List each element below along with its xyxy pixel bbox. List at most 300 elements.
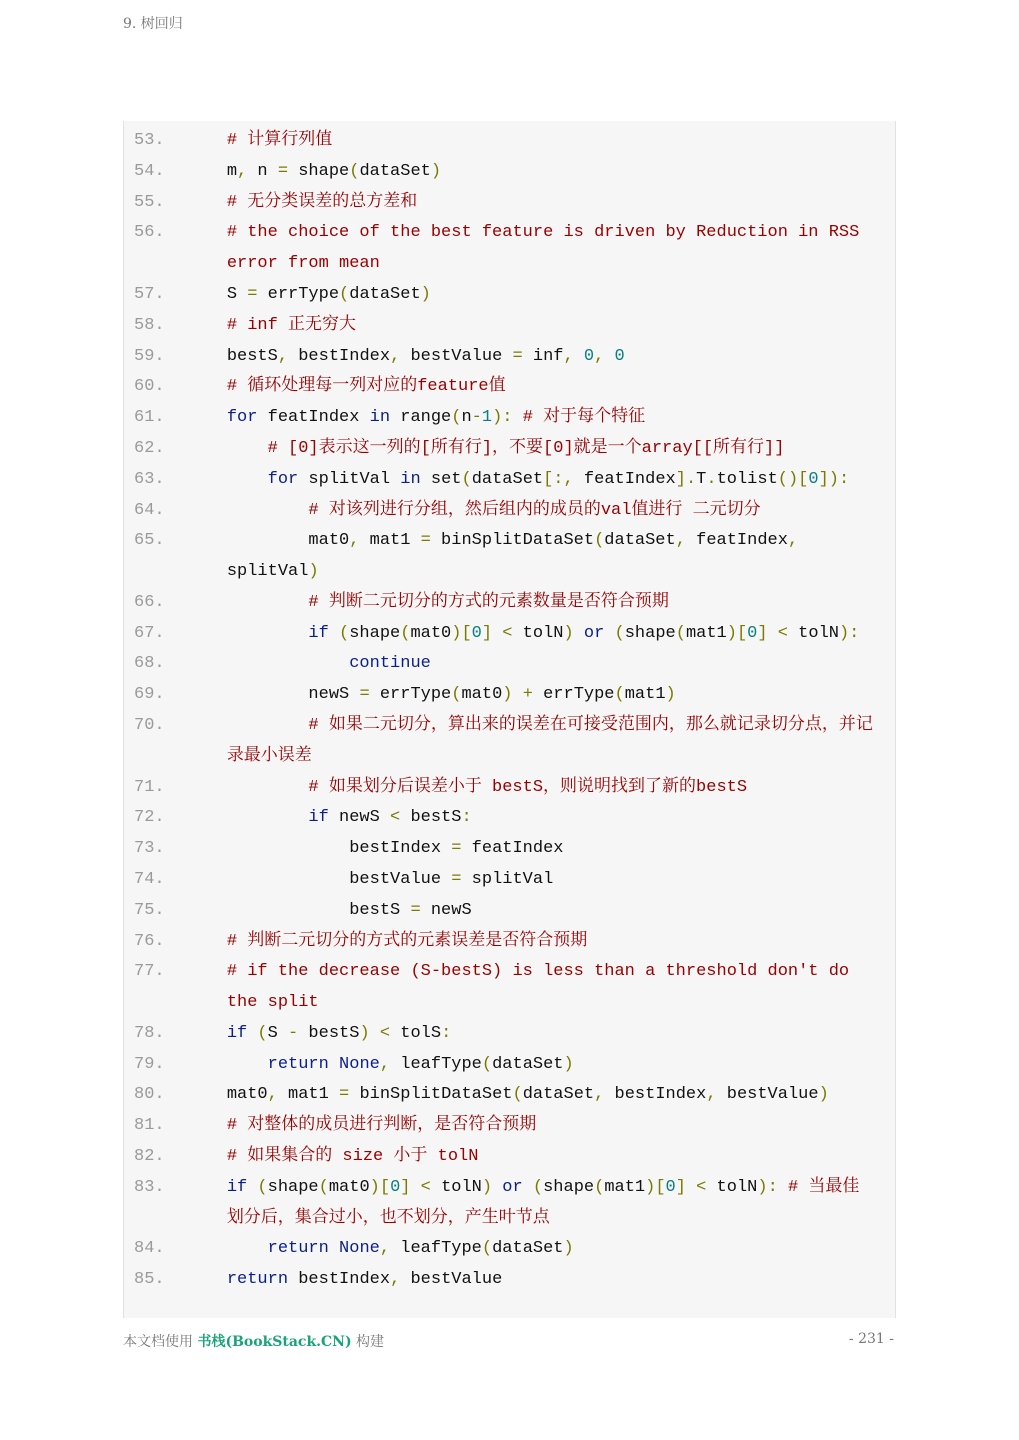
line-number: 81. [134,1116,165,1136]
code-text [186,1264,888,1295]
code-token: newS [186,685,360,705]
code-token: ) [420,284,431,304]
line-number: 55. [134,192,165,212]
code-token [247,1024,257,1043]
code-text [186,433,888,464]
code-token: shape [543,1177,595,1197]
code-text [186,156,888,187]
code-token: ) [359,1023,370,1043]
code-token: # 如果集合的 size 小于 tolN [186,1147,479,1166]
code-text [186,956,888,1018]
code-token: tolN [787,623,839,643]
code-token: dataSet [471,469,544,489]
line-number: 79. [134,1054,165,1074]
code-token: mat0 [186,1085,268,1105]
code-token: , [379,1054,391,1074]
code-token: : [461,808,472,828]
code-line [124,402,895,433]
code-token [512,408,522,427]
code-line [124,895,895,926]
code-line [124,1233,895,1264]
code-token: 0 [665,1177,676,1197]
code-text [186,1141,888,1172]
code-token: for [226,408,258,428]
code-token: 0 [390,1177,401,1197]
code-token: mat1 [624,685,666,705]
chapter-header: 9. 树回归 [123,16,183,32]
code-token: # 如果划分后误差小于 bestS，则说明找到了新的bestS [186,777,748,797]
code-text [186,679,888,710]
code-text [186,1079,888,1110]
code-token: dataSet [349,284,421,304]
code-token: inf [522,346,564,366]
code-token [329,1239,339,1258]
code-text [186,371,888,402]
code-token: , [267,1085,278,1105]
line-number: 61. [134,408,165,428]
code-token: )[ [451,623,472,643]
code-token: < [696,1177,707,1197]
code-token: ): [492,408,513,428]
code-text [186,802,888,833]
line-number: 74. [134,869,165,889]
code-token: , [787,531,799,551]
code-line [124,618,895,649]
line-number: 54. [134,161,165,181]
code-line [124,125,895,156]
code-token: < [420,1177,431,1197]
code-line [124,1079,895,1110]
code-token [574,624,584,643]
code-text [186,217,888,279]
code-token: if [226,1023,248,1043]
code-token: 0 [583,346,595,366]
code-text [186,1233,888,1264]
code-token [247,1178,257,1197]
code-token: ) [481,1177,493,1197]
code-token: mat0 [461,685,503,705]
code-token: bestS [186,346,278,366]
code-token: bestValue [400,1270,503,1290]
code-token [778,1178,788,1197]
code-token: ( [349,161,360,181]
code-token: # 如果二元切分，算出来的误差在可接受范围内，那么就记录切分点，并记 录最小误差 [226,716,873,766]
code-token: newS [420,900,472,920]
code-line [124,587,895,618]
code-token: return [267,1054,329,1074]
code-line [124,648,895,679]
code-token: tolN [706,1177,758,1197]
footer-suffix: 构建 [351,1334,385,1350]
code-token [768,624,778,643]
code-token: ()[ [777,469,809,489]
code-token: featIndex [573,469,676,489]
code-line [124,310,895,341]
code-token: 0 [747,623,758,643]
code-text [186,1049,888,1080]
code-block [123,121,896,1318]
code-text [186,1018,888,1049]
code-token: = [359,685,370,705]
code-token: n [461,408,472,428]
code-text [186,587,888,618]
code-line [124,279,895,310]
code-token: bestValue [400,346,513,366]
code-token: featIndex [685,531,788,551]
code-token: continue [349,654,431,674]
code-token [186,654,349,673]
code-text [186,926,888,957]
code-line [124,156,895,187]
code-token: ( [257,1023,268,1043]
code-text [186,402,888,433]
code-token: T [696,469,707,489]
line-number: 70. [134,716,165,735]
code-token: newS [328,808,391,828]
code-token: 0 [808,469,819,489]
code-text [186,341,888,372]
line-number: 56. [134,223,165,243]
code-token [370,1024,380,1043]
code-line [124,371,895,402]
code-token: # 计算行列值 [186,131,333,150]
code-text [186,187,888,218]
code-line [124,217,895,279]
line-number: 60. [134,377,165,397]
code-text [186,1110,888,1141]
code-line [124,833,895,864]
code-token: if [226,1177,248,1197]
code-token: ) [818,1085,829,1105]
code-token: ) [563,623,574,643]
line-number: 72. [134,808,165,828]
code-token: in [400,469,421,489]
code-token: shape [349,623,401,643]
code-token: for [267,469,299,489]
line-number: 76. [134,931,165,951]
code-token: ( [532,1177,544,1197]
line-number: 58. [134,315,165,335]
code-token: mat1 [685,623,727,643]
code-token: ( [675,623,686,643]
code-token: ( [481,1239,493,1259]
code-token: ): [838,623,860,643]
line-number: 75. [134,900,165,920]
code-token: < [379,1023,391,1043]
code-token: S [186,284,248,304]
code-token: errType [532,685,615,705]
code-token: # 循环处理每一列对应的feature值 [186,377,506,397]
line-number: 68. [134,654,165,674]
code-token: ] [675,1177,686,1197]
code-token [186,408,227,427]
code-token: # 无分类误差的总方差和 [186,192,418,212]
code-text [186,310,888,341]
code-token: ( [614,685,625,705]
code-token: [:, [543,469,574,489]
code-token: , [277,346,289,366]
code-token [492,1178,502,1197]
code-token: = [420,531,431,551]
code-line [124,1141,895,1172]
code-token: dataSet [522,1085,595,1105]
code-token: return [267,1239,329,1259]
code-token: , [390,346,401,366]
line-number: 83. [134,1177,165,1197]
code-line [124,772,895,803]
code-text [186,495,888,526]
code-line [124,864,895,895]
code-token: # 对于每个特征 [522,408,646,428]
code-line [124,1110,895,1141]
code-token: ( [461,469,472,489]
code-token: bestS [400,808,462,828]
code-token: # 对整体的成员进行判断，是否符合预期 [186,1116,537,1136]
code-token: # if the decrease (S-bestS) is less than a threshold don't do the split [226,962,850,1013]
code-token: ) [563,1054,574,1074]
code-token: mat0 [410,623,452,643]
code-token: ( [512,1085,523,1105]
code-token: = [451,869,462,889]
code-token: range [390,408,452,428]
code-token: ]. [675,469,697,489]
code-token [186,1239,268,1258]
code-line [124,956,895,1018]
code-line [124,495,895,526]
code-token: ( [257,1177,268,1197]
code-token: = [451,839,462,859]
line-number: 63. [134,469,165,489]
code-token: ] [481,623,493,643]
code-token [686,1178,696,1197]
line-number: 73. [134,839,165,859]
code-token: mat1 [604,1177,646,1197]
code-text [186,618,888,649]
code-token: tolS [390,1023,442,1043]
code-token: - [471,408,482,428]
code-token: bestIndex [288,1270,391,1290]
line-number: 66. [134,592,165,612]
code-token: # 对该列进行分组，然后组内的成员的val值进行 二元切分 [186,500,761,520]
code-token: < [777,623,788,643]
code-token: , [349,531,360,551]
code-token: # [0]表示这一列的[所有行]，不要[0]就是一个array[[所有行]] [186,438,785,458]
code-token: ( [400,623,411,643]
code-token: dataSet [492,1054,564,1074]
code-token: binSplitDataSet [349,1085,513,1105]
line-number: 78. [134,1023,165,1043]
code-token: bestIndex [186,839,452,859]
code-token: None [339,1239,380,1259]
code-token: errType [369,685,452,705]
code-token: leafType [390,1054,482,1074]
code-token [186,1178,227,1197]
code-token: ( [594,1177,605,1197]
code-token: mat0 [328,1177,370,1197]
code-token: ( [451,408,462,428]
code-text [186,864,888,895]
code-token [492,624,502,643]
code-line [124,464,895,495]
code-token: 0 [614,346,625,366]
code-text [186,648,888,679]
code-token: bestValue [716,1085,819,1105]
code-token [512,685,522,704]
code-token [186,1055,268,1074]
code-token: # 当最佳 划分后，集合过小，也不划分，产生叶节点 [226,1177,860,1228]
code-token [186,1270,227,1289]
code-text [186,525,888,587]
line-number: 85. [134,1270,165,1290]
code-token: mat1 [277,1085,340,1105]
line-number: 65. [134,531,165,551]
code-token: splitVal [461,869,554,889]
code-line [124,802,895,833]
code-token: 1 [481,408,493,428]
code-token: ( [594,531,605,551]
code-token: featIndex [257,408,370,428]
code-token: ( [318,1177,329,1197]
code-token: # inf 正无穷大 [186,315,357,335]
line-number: 59. [134,346,165,366]
code-token: = [247,284,258,304]
code-token [186,1024,227,1043]
code-token: - [288,1023,299,1043]
line-number: 84. [134,1239,165,1259]
code-token: = [339,1085,350,1105]
code-token [186,470,268,489]
code-token: ( [339,284,350,304]
code-token [604,624,614,643]
code-token: # 判断二元切分的方式的元素数量是否符合预期 [186,592,669,612]
code-line [124,187,895,218]
code-token: )[ [369,1177,391,1197]
code-token: , [563,346,574,366]
code-token: , [390,1270,401,1290]
code-token: , [706,1085,717,1105]
code-line [124,1264,895,1295]
code-text [186,464,888,495]
code-token [186,808,308,827]
code-token: ( [451,685,462,705]
code-text [186,895,888,926]
code-token: ) [308,562,319,582]
line-number: 57. [134,284,165,304]
line-number: 77. [134,962,165,982]
code-token: , [594,1085,605,1105]
code-token: , [237,161,248,181]
code-text [186,772,888,803]
code-token: None [339,1054,380,1074]
code-token: bestIndex [604,1085,707,1105]
code-token: ) [430,161,442,181]
footer-credit [123,1331,384,1351]
code-token: in [369,408,391,428]
code-token: , [379,1239,391,1259]
code-token: binSplitDataSet [430,531,595,551]
code-token: dataSet [492,1239,564,1259]
code-text [186,833,888,864]
code-token: shape [267,1177,319,1197]
code-text [186,279,888,310]
code-token: return [226,1270,289,1290]
code-line [124,679,895,710]
code-token: shape [624,623,676,643]
code-token: mat0 [186,531,350,551]
code-token [523,1178,533,1197]
code-token: leafType [390,1239,482,1259]
code-token: # the choice of the best feature is driven by Reduction in RSS error from mean [226,223,860,274]
code-line [124,1018,895,1049]
code-line [124,433,895,464]
code-token [329,1055,339,1074]
code-token: featIndex [461,839,564,859]
code-token: n [247,161,278,181]
code-token: ] [400,1177,411,1197]
code-token [410,1178,420,1197]
code-token: ]): [818,469,850,489]
code-token: bestS [298,1023,360,1043]
line-number: 62. [134,438,165,458]
code-token: or [502,1177,523,1197]
code-token: bestIndex [288,346,391,366]
code-token [604,347,614,366]
footer-prefix: 本文档使用 [123,1334,198,1350]
line-number: 71. [134,777,165,797]
bookstack-link[interactable]: 书栈(BookStack.CN) [197,1334,352,1350]
code-token: ( [481,1054,493,1074]
code-token: 0 [471,623,482,643]
code-token: or [583,623,605,643]
code-token [186,624,308,643]
code-line [124,710,895,772]
code-text [186,125,888,156]
code-token: mat1 [359,531,421,551]
code-token: errType [257,284,340,304]
code-token: S [267,1023,289,1043]
code-token: # 判断二元切分的方式的元素误差是否符合预期 [186,931,588,951]
line-number: 82. [134,1147,165,1166]
code-token: ) [502,685,513,705]
line-number: 69. [134,685,165,705]
code-token: : [441,1023,452,1043]
line-number: 64. [134,500,165,520]
code-token [574,347,584,366]
code-line [124,1172,895,1234]
code-token: bestS [186,900,411,920]
code-token: if [308,623,329,643]
code-token: bestValue [186,869,452,889]
page-number: - 231 - [848,1331,894,1347]
code-text [186,1172,888,1234]
code-token: )[ [645,1177,666,1197]
code-token: , [675,531,686,551]
code-token: ( [614,623,625,643]
code-token: set [420,469,462,489]
code-token: if [308,808,329,828]
code-token: m [186,161,238,181]
code-line [124,1049,895,1080]
code-token: dataSet [359,161,431,181]
code-token: ] [757,623,768,643]
code-token: ) [563,1239,574,1259]
line-number: 80. [134,1085,165,1105]
code-line [124,525,895,587]
code-token: ) [665,685,676,705]
code-token [329,624,339,643]
code-token: shape [288,161,350,181]
code-token: = [512,346,523,366]
